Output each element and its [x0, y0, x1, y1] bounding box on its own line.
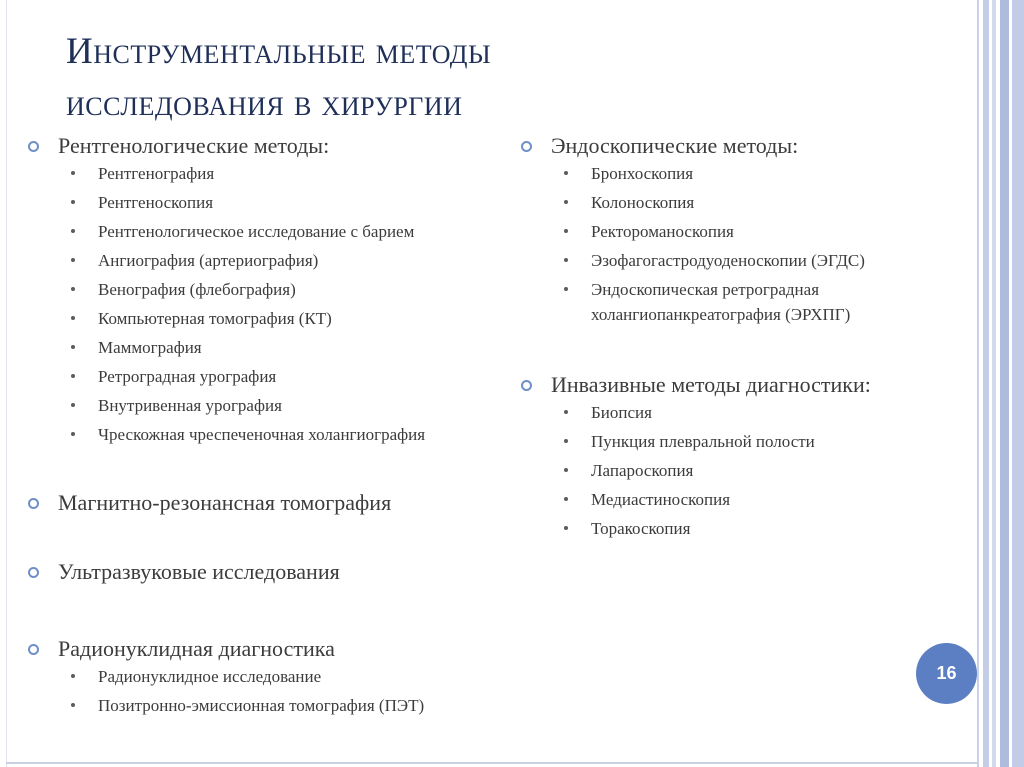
ring-bullet-icon — [521, 380, 532, 391]
list-item-text: Ретроградная урография — [98, 367, 277, 386]
section-heading-text: Радионуклидная диагностика — [58, 636, 335, 661]
section-endoscopy — [520, 132, 960, 329]
dot-bullet-icon — [71, 316, 75, 320]
dot-bullet-icon — [564, 171, 568, 175]
list-item — [27, 217, 497, 246]
decor-stripe — [1012, 0, 1024, 767]
right-column — [520, 132, 960, 543]
section-heading-text: Ультразвуковые исследования — [58, 559, 340, 584]
dot-bullet-icon — [564, 410, 568, 414]
list-item-text: Радионуклидное исследование — [98, 667, 322, 686]
section-ultrasound — [27, 558, 497, 585]
section-heading — [27, 635, 497, 662]
list-item — [27, 159, 497, 188]
ring-bullet-icon — [28, 498, 39, 509]
list-item — [520, 246, 960, 275]
list-item-text: Медиастиноскопия — [591, 490, 731, 509]
section-heading-text: Рентгенологические методы: — [58, 133, 330, 158]
list-item-text: Внутривенная урография — [98, 396, 282, 415]
slide-title-line-1: Инструментальные методы — [66, 31, 492, 72]
list-item-text: Маммография — [98, 338, 202, 357]
section-radionuclide — [27, 635, 497, 720]
list-item-text: Венография (флебография) — [98, 280, 296, 299]
list-item — [520, 188, 960, 217]
slide-left-border — [6, 0, 7, 767]
list-item — [27, 691, 497, 720]
section-heading — [520, 371, 960, 398]
ring-bullet-icon — [28, 644, 39, 655]
dot-bullet-icon — [71, 345, 75, 349]
sub-list — [520, 398, 960, 543]
list-item-text: Ректороманоскопия — [591, 222, 734, 241]
list-item — [27, 188, 497, 217]
list-item — [27, 662, 497, 691]
list-item — [27, 391, 497, 420]
decor-stripe — [992, 0, 996, 767]
section-heading-text: Магнитно-резонансная томография — [58, 490, 392, 515]
sub-list — [27, 159, 497, 449]
section-heading-text: Эндоскопические методы: — [551, 133, 799, 158]
dot-bullet-icon — [71, 258, 75, 262]
section-xray — [27, 132, 497, 449]
list-item — [27, 275, 497, 304]
decor-stripe — [977, 0, 979, 767]
list-item-text: Бронхоскопия — [591, 164, 694, 183]
section-heading — [520, 132, 960, 159]
decor-stripe — [983, 0, 989, 767]
list-item — [520, 456, 960, 485]
list-item-text: Пункция плевральной полости — [591, 432, 815, 451]
list-item-text: Чрескожная чреспеченочная холангиография — [98, 425, 426, 444]
ring-bullet-icon — [521, 141, 532, 152]
dot-bullet-icon — [71, 432, 75, 436]
section-heading — [27, 558, 497, 585]
list-item-text: Колоноскопия — [591, 193, 695, 212]
dot-bullet-icon — [564, 468, 568, 472]
sub-list — [27, 662, 497, 720]
list-item — [27, 333, 497, 362]
dot-bullet-icon — [71, 287, 75, 291]
list-item — [520, 398, 960, 427]
decor-stripe — [1000, 0, 1009, 767]
list-item — [520, 485, 960, 514]
list-item — [27, 304, 497, 333]
dot-bullet-icon — [564, 439, 568, 443]
list-item — [520, 217, 960, 246]
dot-bullet-icon — [71, 403, 75, 407]
list-item — [520, 275, 921, 329]
dot-bullet-icon — [564, 229, 568, 233]
dot-bullet-icon — [564, 200, 568, 204]
list-item-text: Эндоскопическая ретроградная холангиопанкреатография (ЭРХПГ) — [591, 280, 851, 324]
page-number-badge: 16 — [916, 643, 977, 704]
list-item-text: Биопсия — [591, 403, 652, 422]
ring-bullet-icon — [28, 141, 39, 152]
list-item-text: Ангиография (артериография) — [98, 251, 319, 270]
section-heading — [27, 489, 497, 516]
dot-bullet-icon — [564, 287, 568, 291]
ring-bullet-icon — [28, 567, 39, 578]
section-heading-text: Инвазивные методы диагностики: — [551, 372, 871, 397]
dot-bullet-icon — [564, 258, 568, 262]
list-item-text: Рентгенография — [98, 164, 215, 183]
dot-bullet-icon — [564, 526, 568, 530]
dot-bullet-icon — [71, 703, 75, 707]
dot-bullet-icon — [71, 200, 75, 204]
list-item-text: Торакоскопия — [591, 519, 691, 538]
list-item — [520, 427, 960, 456]
section-invasive — [520, 371, 960, 543]
list-item-text: Эзофагогастродуоденоскопии (ЭГДС) — [591, 251, 865, 270]
section-heading — [27, 132, 497, 159]
left-column — [27, 132, 497, 720]
list-item — [27, 362, 497, 391]
list-item-text: Рентгенологическое исследование с барием — [98, 222, 415, 241]
slide-title — [66, 26, 946, 130]
dot-bullet-icon — [71, 674, 75, 678]
list-item-text: Компьютерная томография (КТ) — [98, 309, 332, 328]
slide-bottom-line — [6, 762, 978, 764]
list-item — [27, 420, 497, 449]
list-item — [520, 514, 960, 543]
list-item — [520, 159, 960, 188]
slide-title-line-2: исследования в хирургии — [66, 83, 463, 124]
sub-list — [520, 159, 960, 329]
list-item-text: Рентгеноскопия — [98, 193, 214, 212]
dot-bullet-icon — [71, 374, 75, 378]
list-item-text: Позитронно-эмиссионная томография (ПЭТ) — [98, 696, 425, 715]
dot-bullet-icon — [71, 171, 75, 175]
list-item — [27, 246, 497, 275]
dot-bullet-icon — [564, 497, 568, 501]
section-mri — [27, 489, 497, 516]
dot-bullet-icon — [71, 229, 75, 233]
list-item-text: Лапароскопия — [591, 461, 694, 480]
